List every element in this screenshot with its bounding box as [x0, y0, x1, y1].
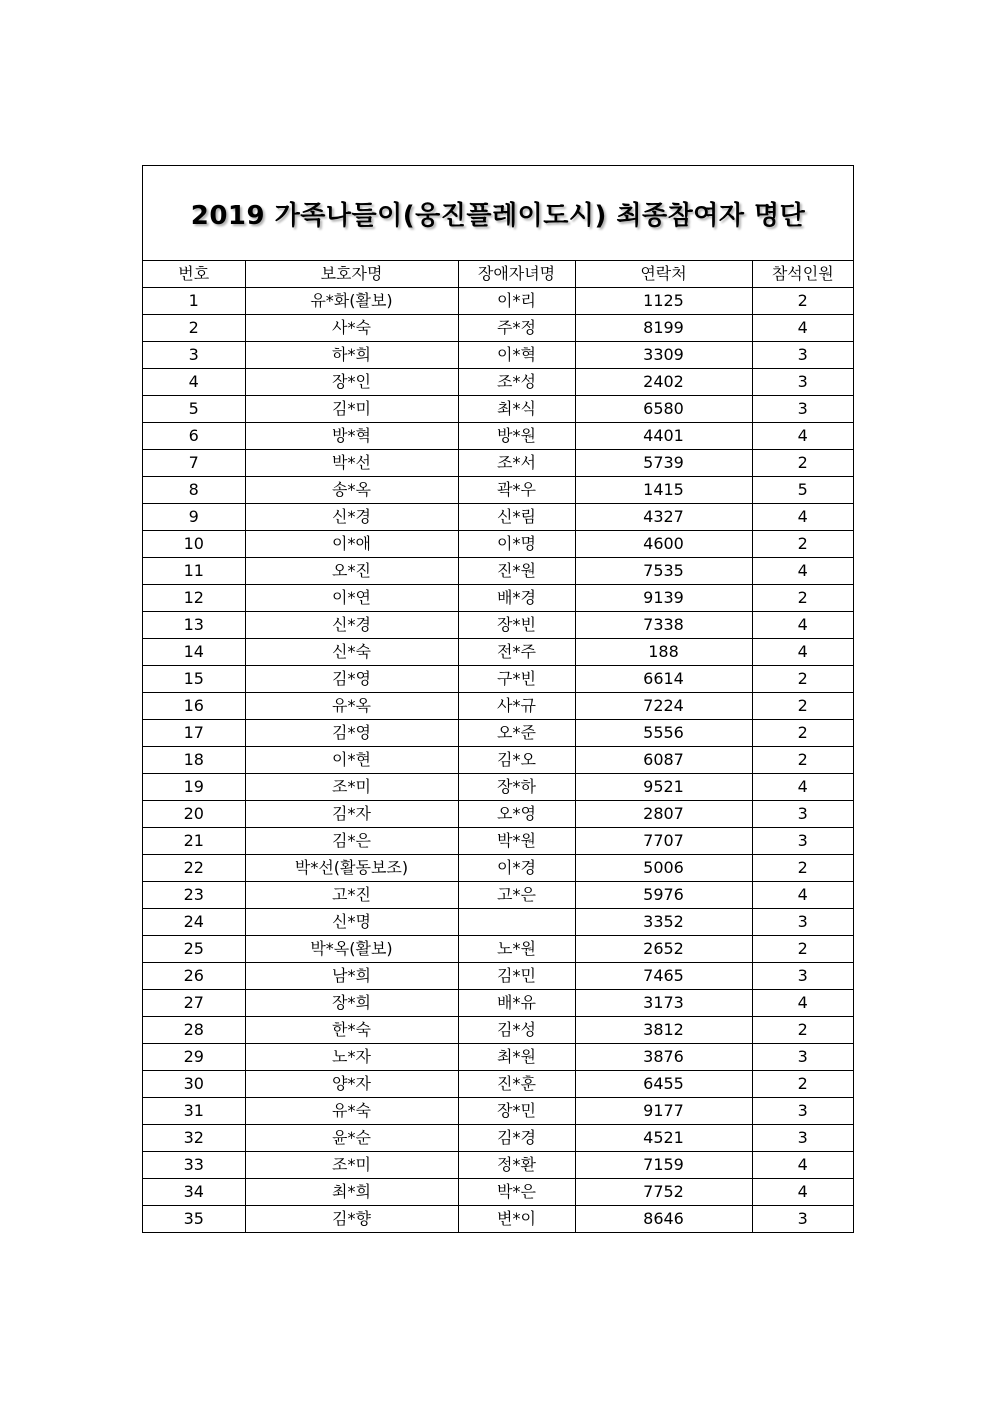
cell-attendees: 3 — [752, 369, 853, 396]
cell-child-name: 최*원 — [458, 1044, 575, 1071]
cell-guardian-name: 유*숙 — [245, 1098, 458, 1125]
table-row — [143, 1071, 853, 1098]
table-row — [143, 1152, 853, 1179]
cell-number: 4 — [143, 369, 245, 396]
table-row — [143, 558, 853, 585]
cell-contact: 6580 — [575, 396, 752, 423]
cell-child-name: 김*성 — [458, 1017, 575, 1044]
cell-attendees: 4 — [752, 1179, 853, 1206]
cell-attendees: 4 — [752, 504, 853, 531]
cell-guardian-name: 이*연 — [245, 585, 458, 612]
cell-contact: 4600 — [575, 531, 752, 558]
cell-guardian-name: 신*명 — [245, 909, 458, 936]
cell-child-name: 조*성 — [458, 369, 575, 396]
cell-attendees: 2 — [752, 288, 853, 315]
cell-child-name: 노*원 — [458, 936, 575, 963]
cell-contact: 8646 — [575, 1206, 752, 1233]
cell-child-name: 김*경 — [458, 1125, 575, 1152]
cell-guardian-name: 최*희 — [245, 1179, 458, 1206]
cell-number: 29 — [143, 1044, 245, 1071]
cell-contact: 4327 — [575, 504, 752, 531]
cell-attendees: 2 — [752, 1071, 853, 1098]
cell-number: 35 — [143, 1206, 245, 1233]
cell-number: 23 — [143, 882, 245, 909]
cell-number: 18 — [143, 747, 245, 774]
cell-guardian-name: 장*인 — [245, 369, 458, 396]
cell-contact: 5739 — [575, 450, 752, 477]
table-row — [143, 774, 853, 801]
cell-child-name: 사*규 — [458, 693, 575, 720]
title-box — [143, 166, 853, 261]
cell-number: 1 — [143, 288, 245, 315]
cell-contact: 7224 — [575, 693, 752, 720]
cell-contact: 3309 — [575, 342, 752, 369]
cell-guardian-name: 김*은 — [245, 828, 458, 855]
cell-child-name: 배*경 — [458, 585, 575, 612]
cell-child-name: 변*이 — [458, 1206, 575, 1233]
cell-number: 11 — [143, 558, 245, 585]
cell-attendees: 3 — [752, 342, 853, 369]
table-row — [143, 720, 853, 747]
cell-attendees: 5 — [752, 477, 853, 504]
header-child-name: 장애자녀명 — [458, 261, 575, 288]
cell-child-name: 장*하 — [458, 774, 575, 801]
cell-attendees: 4 — [752, 1152, 853, 1179]
cell-number: 32 — [143, 1125, 245, 1152]
cell-contact: 9521 — [575, 774, 752, 801]
cell-contact: 7465 — [575, 963, 752, 990]
table-row — [143, 612, 853, 639]
cell-contact: 3812 — [575, 1017, 752, 1044]
cell-child-name: 이*명 — [458, 531, 575, 558]
cell-child-name: 진*훈 — [458, 1071, 575, 1098]
header-number: 번호 — [143, 261, 245, 288]
cell-child-name: 전*주 — [458, 639, 575, 666]
table-row — [143, 909, 853, 936]
cell-guardian-name: 이*현 — [245, 747, 458, 774]
cell-number: 17 — [143, 720, 245, 747]
cell-number: 7 — [143, 450, 245, 477]
cell-attendees: 3 — [752, 1206, 853, 1233]
cell-contact: 7752 — [575, 1179, 752, 1206]
cell-guardian-name: 한*숙 — [245, 1017, 458, 1044]
table-row — [143, 585, 853, 612]
cell-guardian-name: 양*자 — [245, 1071, 458, 1098]
cell-guardian-name: 조*미 — [245, 774, 458, 801]
cell-attendees: 3 — [752, 396, 853, 423]
participant-list-sheet — [142, 165, 854, 1233]
table-row — [143, 423, 853, 450]
cell-number: 24 — [143, 909, 245, 936]
document-title: 2019 가족나들이(웅진플레이도시) 최종참여자 명단 — [190, 200, 806, 231]
cell-attendees: 3 — [752, 828, 853, 855]
header-row — [143, 261, 853, 288]
cell-guardian-name: 남*희 — [245, 963, 458, 990]
table-row — [143, 693, 853, 720]
cell-attendees: 3 — [752, 1098, 853, 1125]
cell-number: 22 — [143, 855, 245, 882]
cell-attendees: 2 — [752, 585, 853, 612]
header-attendees: 참석인원 — [752, 261, 853, 288]
cell-number: 33 — [143, 1152, 245, 1179]
table-row — [143, 747, 853, 774]
table-row — [143, 801, 853, 828]
cell-contact: 1415 — [575, 477, 752, 504]
cell-child-name: 정*환 — [458, 1152, 575, 1179]
table-row — [143, 639, 853, 666]
cell-guardian-name: 오*진 — [245, 558, 458, 585]
cell-child-name: 신*림 — [458, 504, 575, 531]
cell-guardian-name: 김*미 — [245, 396, 458, 423]
cell-contact: 7159 — [575, 1152, 752, 1179]
cell-number: 9 — [143, 504, 245, 531]
table-row — [143, 288, 853, 315]
cell-attendees: 2 — [752, 747, 853, 774]
cell-contact: 9139 — [575, 585, 752, 612]
table-row — [143, 504, 853, 531]
cell-guardian-name: 윤*순 — [245, 1125, 458, 1152]
cell-contact: 4521 — [575, 1125, 752, 1152]
cell-contact: 8199 — [575, 315, 752, 342]
participant-table — [143, 261, 853, 1232]
cell-child-name: 장*빈 — [458, 612, 575, 639]
cell-child-name: 김*오 — [458, 747, 575, 774]
header-contact: 연락처 — [575, 261, 752, 288]
cell-number: 15 — [143, 666, 245, 693]
table-row — [143, 666, 853, 693]
table-row — [143, 828, 853, 855]
cell-guardian-name: 유*옥 — [245, 693, 458, 720]
cell-contact: 7535 — [575, 558, 752, 585]
cell-child-name: 오*준 — [458, 720, 575, 747]
cell-attendees: 4 — [752, 639, 853, 666]
cell-attendees: 2 — [752, 531, 853, 558]
cell-contact: 5006 — [575, 855, 752, 882]
cell-child-name: 박*은 — [458, 1179, 575, 1206]
cell-contact: 3173 — [575, 990, 752, 1017]
cell-child-name — [458, 909, 575, 936]
table-row — [143, 1044, 853, 1071]
cell-guardian-name: 송*옥 — [245, 477, 458, 504]
cell-contact: 6087 — [575, 747, 752, 774]
cell-guardian-name: 방*혁 — [245, 423, 458, 450]
cell-guardian-name: 신*경 — [245, 504, 458, 531]
cell-guardian-name: 김*영 — [245, 666, 458, 693]
cell-attendees: 4 — [752, 774, 853, 801]
cell-number: 13 — [143, 612, 245, 639]
cell-number: 2 — [143, 315, 245, 342]
cell-number: 16 — [143, 693, 245, 720]
cell-guardian-name: 김*향 — [245, 1206, 458, 1233]
table-row — [143, 882, 853, 909]
cell-number: 27 — [143, 990, 245, 1017]
cell-attendees: 2 — [752, 450, 853, 477]
cell-number: 19 — [143, 774, 245, 801]
table-row — [143, 369, 853, 396]
cell-contact: 4401 — [575, 423, 752, 450]
cell-contact: 3352 — [575, 909, 752, 936]
table-row — [143, 963, 853, 990]
cell-attendees: 2 — [752, 855, 853, 882]
cell-contact: 7338 — [575, 612, 752, 639]
cell-number: 12 — [143, 585, 245, 612]
cell-number: 20 — [143, 801, 245, 828]
cell-child-name: 진*원 — [458, 558, 575, 585]
cell-attendees: 3 — [752, 1044, 853, 1071]
cell-attendees: 2 — [752, 666, 853, 693]
cell-attendees: 3 — [752, 963, 853, 990]
table-row — [143, 1125, 853, 1152]
cell-attendees: 3 — [752, 1125, 853, 1152]
cell-guardian-name: 박*선 — [245, 450, 458, 477]
cell-guardian-name: 사*숙 — [245, 315, 458, 342]
cell-number: 14 — [143, 639, 245, 666]
cell-number: 6 — [143, 423, 245, 450]
cell-guardian-name: 하*희 — [245, 342, 458, 369]
cell-attendees: 4 — [752, 558, 853, 585]
cell-child-name: 곽*우 — [458, 477, 575, 504]
cell-child-name: 이*경 — [458, 855, 575, 882]
cell-guardian-name: 신*경 — [245, 612, 458, 639]
table-row — [143, 1179, 853, 1206]
cell-guardian-name: 유*화(활보) — [245, 288, 458, 315]
cell-number: 8 — [143, 477, 245, 504]
table-row — [143, 1017, 853, 1044]
cell-number: 21 — [143, 828, 245, 855]
table-row — [143, 315, 853, 342]
table-row — [143, 1206, 853, 1233]
cell-attendees: 2 — [752, 693, 853, 720]
cell-attendees: 4 — [752, 423, 853, 450]
cell-number: 3 — [143, 342, 245, 369]
table-row — [143, 990, 853, 1017]
table-row — [143, 450, 853, 477]
cell-guardian-name: 신*숙 — [245, 639, 458, 666]
cell-child-name: 조*서 — [458, 450, 575, 477]
cell-contact: 2807 — [575, 801, 752, 828]
cell-guardian-name: 노*자 — [245, 1044, 458, 1071]
cell-attendees: 4 — [752, 315, 853, 342]
cell-number: 26 — [143, 963, 245, 990]
table-row — [143, 342, 853, 369]
cell-contact: 9177 — [575, 1098, 752, 1125]
cell-contact: 2402 — [575, 369, 752, 396]
cell-child-name: 오*영 — [458, 801, 575, 828]
cell-contact: 3876 — [575, 1044, 752, 1071]
cell-child-name: 이*혁 — [458, 342, 575, 369]
header-guardian-name: 보호자명 — [245, 261, 458, 288]
cell-attendees: 2 — [752, 936, 853, 963]
cell-attendees: 3 — [752, 801, 853, 828]
cell-guardian-name: 김*자 — [245, 801, 458, 828]
cell-attendees: 4 — [752, 990, 853, 1017]
cell-guardian-name: 이*애 — [245, 531, 458, 558]
cell-contact: 1125 — [575, 288, 752, 315]
cell-attendees: 4 — [752, 882, 853, 909]
cell-attendees: 3 — [752, 909, 853, 936]
table-row — [143, 855, 853, 882]
cell-child-name: 최*식 — [458, 396, 575, 423]
cell-number: 31 — [143, 1098, 245, 1125]
table-row — [143, 396, 853, 423]
cell-attendees: 2 — [752, 1017, 853, 1044]
cell-guardian-name: 고*진 — [245, 882, 458, 909]
cell-guardian-name: 박*선(활동보조) — [245, 855, 458, 882]
cell-child-name: 배*유 — [458, 990, 575, 1017]
cell-child-name: 이*리 — [458, 288, 575, 315]
cell-contact: 7707 — [575, 828, 752, 855]
cell-attendees: 4 — [752, 612, 853, 639]
table-row — [143, 531, 853, 558]
cell-contact: 6455 — [575, 1071, 752, 1098]
cell-attendees: 2 — [752, 720, 853, 747]
cell-guardian-name: 조*미 — [245, 1152, 458, 1179]
cell-contact: 2652 — [575, 936, 752, 963]
cell-number: 28 — [143, 1017, 245, 1044]
cell-child-name: 주*정 — [458, 315, 575, 342]
cell-number: 10 — [143, 531, 245, 558]
cell-guardian-name: 김*영 — [245, 720, 458, 747]
cell-child-name: 장*민 — [458, 1098, 575, 1125]
cell-guardian-name: 장*희 — [245, 990, 458, 1017]
cell-child-name: 구*빈 — [458, 666, 575, 693]
cell-guardian-name: 박*옥(활보) — [245, 936, 458, 963]
cell-child-name: 박*원 — [458, 828, 575, 855]
table-row — [143, 1098, 853, 1125]
cell-number: 30 — [143, 1071, 245, 1098]
cell-number: 25 — [143, 936, 245, 963]
cell-contact: 5976 — [575, 882, 752, 909]
cell-contact: 5556 — [575, 720, 752, 747]
cell-child-name: 방*원 — [458, 423, 575, 450]
cell-number: 34 — [143, 1179, 245, 1206]
cell-contact: 6614 — [575, 666, 752, 693]
cell-number: 5 — [143, 396, 245, 423]
cell-child-name: 고*은 — [458, 882, 575, 909]
table-row — [143, 477, 853, 504]
cell-child-name: 김*민 — [458, 963, 575, 990]
cell-contact: 188 — [575, 639, 752, 666]
table-row — [143, 936, 853, 963]
